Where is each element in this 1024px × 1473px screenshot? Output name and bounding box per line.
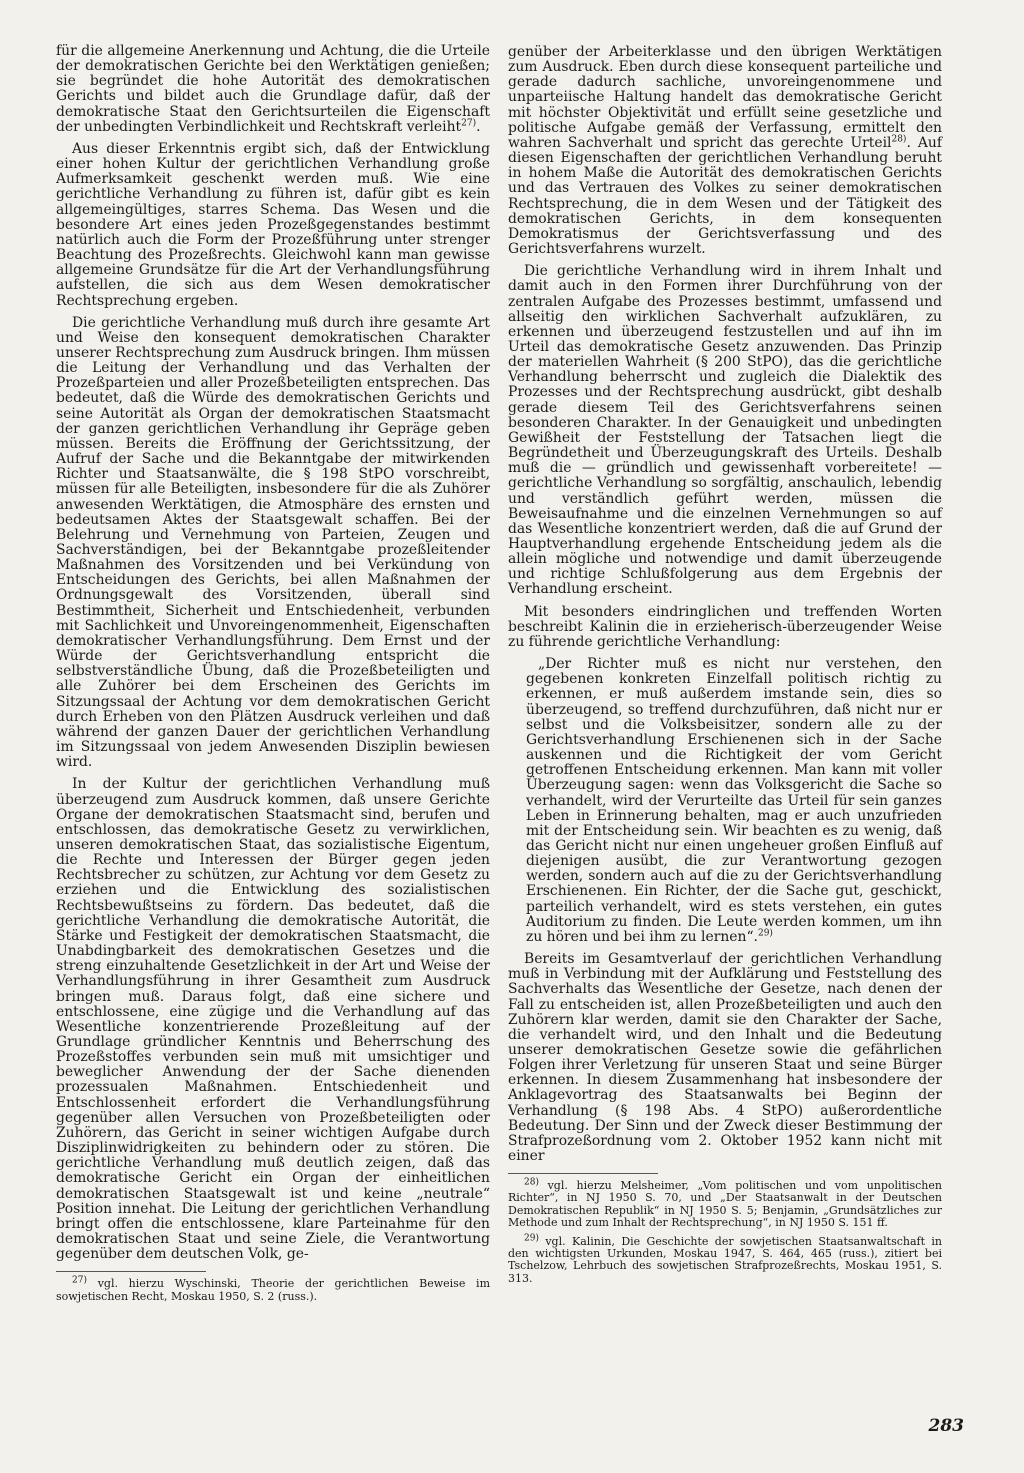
left-column — [56, 44, 490, 1310]
footnote-text: vgl. hierzu Melsheimer, „Vom politischen und vom unpolitischen Richter“, in NJ 1950 S. 70, und „Der Staatsanwalt in der Deutschen Demokratischen Republik“ in NJ 1950 S. 5; Benjamin, „Grundsätzliches zur Methode und zum Inhalt der Rechtsprechung“, in NJ 1950 S. 151 ff. — [508, 1179, 942, 1229]
footnote-ref[interactable]: 27) — [461, 118, 477, 129]
footnote-text: vgl. hierzu Wyschinski, Theorie der gerichtlichen Beweise im sowjetischen Recht, Moskau 1950, S. 2 (russ.). — [56, 1277, 490, 1303]
paragraph: Die gerichtliche Verhandlung muß durch ihre gesamte Art und Weise den konsequent demokratischen Charakter unserer Rechtsprechung zum Ausdruck bringen. Ihm müssen die Leitung der Verhandlung und das Verhalten der Prozeßparteien und aller Prozeßbeteiligten entsprechen. Das bedeutet, daß die Würde des demokratischen Gerichts und seine Autorität als Organ der demokratischen Staatsmacht der ganzen gerichtlichen Verhandlung ihr Gepräge geben müssen. Bereits die Eröffnung der Gerichtssitzung, der Aufruf der Sache und die Bekanntgabe der mitwirkenden Richter und Staatsanwälte, die § 198 StPO vorschreibt, müssen für alle Beteiligten, insbesondere für die als Zuhörer anwesenden Werktätigen, die Atmosphäre des ernsten und bedeutsamen Aktes der Staatsgewalt schaffen. Bei der Belehrung und Vernehmung von Parteien, Zeugen und Sachverständigen, bei der Bekanntgabe prozeßleitender Maßnahmen des Vorsitzenden und bei Verkündung von Entscheidungen des Gerichts, bei allen Maßnahmen der Ordnungsgewalt des Vorsitzenden, überall sind Bestimmtheit, Sicherheit und Entschiedenheit, verbunden mit Sachlichkeit und Unvoreingenommenheit, Eigenschaften demokratischer Verhandlungsführung. Dem Ernst und der Würde der Gerichtsverhandlung entspricht die selbstverständliche Übung, daß die Prozeßbeteiligten und alle Zuhörer bei dem Erscheinen des Gerichts im Sitzungssaal der Achtung vor dem demokratischen Gericht durch Erheben von den Plätzen Ausdruck verleihen und daß während der ganzen Dauer der gerichtlichen Verhandlung im Sitzungssaal von jedem Anwesenden Disziplin bewiesen wird. — [56, 314, 490, 771]
paragraph-text: . Auf diesen Eigenschaften der gerichtlichen Verhandlung beruht in hohem Maße die Autorität des demokratischen Gerichts und das Vertrauen des Volkes zu seiner demokratischen Rechtsprechung, die in dem Wesen und der Tätigkeit des demokratischen Gerichts, in dem konsequenten Demokratismus der Gerichtsverfassung und des Gerichtsverfahrens wurzelt. — [508, 134, 942, 258]
paragraph: Mit besonders eindringlichen und treffenden Worten beschreibt Kalinin die in erzieherisch-überzeugender Weise zu führende gerichtliche Verhandlung: — [508, 603, 942, 650]
paragraph: Die gerichtliche Verhandlung wird in ihrem Inhalt und damit auch in den Formen ihrer Durchführung von der zentralen Aufgabe des Prozesses bestimmt, umfassend und allseitig den wirklichen Sachverhalt aufzuklären, zu erkennen und überzeugend festzustellen und auf ihn im Urteil das demokratische Gesetz anzuwenden. Das Prinzip der materiellen Wahrheit (§ 200 StPO), das die gerichtliche Verhandlung beherrscht und zugleich die Dialektik des Prozesses und der Rechtsprechung ausdrückt, gibt deshalb gerade diesem Teil des Gerichtsverfahrens seinen besonderen Charakter. In der Genauigkeit und unbedingten Gewißheit der Feststellung der Tatsachen liegt die Begründetheit und Überzeugungskraft des Urteils. Deshalb muß die — gründlich und gewissenhaft vorbereitete! — gerichtliche Verhandlung so sorgfältig, anschaulich, lebendig und verständlich geführt werden, müssen die Beweisaufnahme und die einzelnen Vernehmungen so auf das Wesentliche konzentriert werden, daß die auf Grund der Hauptverhandlung ergehende Entscheidung jedem als die allein mögliche und notwendige und damit überzeugende und richtige Schlußfolgerung aus dem Ergebnis der Verhandlung erscheint. — [508, 263, 942, 598]
footnote-ref[interactable]: 28) — [891, 134, 907, 145]
block-quote — [526, 657, 942, 945]
footnote-text: vgl. Kalinin, Die Geschichte der sowjetischen Staatsanwaltschaft in den wichtigsten Urkunden, Moskau 1947, S. 464, 465 (russ.), zitiert bei Tschelzow, Lehrbuch des sowjetischen Strafprozeßrechts, Moskau 1951, S. 313. — [508, 1235, 942, 1285]
quote-text: „Der Richter muß es nicht nur verstehen, den gegebenen konkreten Einzelfall politisch richtig zu erkennen, er muß außerdem imstande sein, dies so überzeugend, so treffend durchzuführen, daß nicht nur er selbst und die Volksbeisitzer, sondern alle zu der Gerichtsverhandlung Erschienenen sich in der Sache auskennen und die Richtigkeit der vom Gericht getroffenen Entscheidung erkennen. Man kann mit voller Überzeugung sagen: wenn das Volksgericht die Sache so verhandelt, wird der Verurteilte das Urteil für sein ganzes Leben in Erinnerung behalten, mag er auch unzufrieden mit der Entscheidung sein. Wir beachten es zu wenig, daß das Gericht nicht nur einen ungeheuer großen Einfluß auf diejenigen ausübt, die zur Verantwortung gezogen werden, sondern auch auf die zu der Gerichtsverhandlung Erschienenen. Ein Richter, der die Sache gut, geschickt, parteilich verhandelt, wird es stets verstehen, ein gutes Auditorium zu finden. Die Leute werden kommen, um ihn zu hören und bei ihm zu lernen“. — [526, 656, 942, 945]
footnote-28 — [508, 1177, 942, 1229]
paragraph: Bereits im Gesamtverlauf der gerichtlichen Verhandlung muß in Verbindung mit der Aufklärung und Feststellung des Sachverhalts das Wesentliche der Gesetze, nach denen der Fall zu entscheiden ist, allen Prozeßbeteiligten und auch den Zuhörern klar werden, damit sie den Charakter der Sache, die verhandelt wird, und den Inhalt und die Bedeutung unserer demokratischen Gesetze sowie die gefährlichen Folgen ihrer Verletzung für unseren Staat und seine Bürger erkennen. In diesem Zusammenhang hat insbesondere der Anklagevortrag des Staatsanwalts bei Beginn der Verhandlung (§ 198 Abs. 4 StPO) außerordentliche Bedeutung. Der Sinn und der Zweck dieser Bestimmung der Strafprozeßordnung vom 2. Oktober 1952 kann nicht mit einer — [508, 951, 942, 1165]
paragraph-text: für die allgemeine Anerkennung und Achtung, die die Urteile der demokratischen Gerichte bei den Werktätigen genießen; sie begründet die hohe Autorität des demokratischen Gerichts und bildet auch die Grundlage dafür, daß der demokratische Staat den Gerichtsurteilen die Eigenschaft der unbedingten Verbindlichkeit und Rechtskraft verleiht — [56, 43, 490, 135]
paragraph — [56, 44, 490, 135]
footnote-divider — [56, 1271, 206, 1272]
right-column — [508, 45, 942, 1292]
footnote-number: 27) — [72, 1275, 87, 1286]
paragraph-text: genüber der Arbeiterklasse und den übrigen Werktätigen zum Ausdruck. Eben durch diese konsequent parteiliche und gerade dadurch sachliche, unvoreingenommene und unparteiische Haltung handelt das demokratische Gericht mit höchster Objektivität und erfüllt seine gesetzliche und politische Aufgabe gemäß der Verfassung, ermittelt den wahren Sachverhalt und spricht das gerechte Urteil — [508, 44, 942, 151]
page-number: 283 — [928, 1416, 964, 1436]
paragraph-text: . — [476, 118, 481, 135]
footnote-29 — [508, 1233, 942, 1285]
footnote-number: 28) — [524, 1177, 539, 1188]
footnote-27 — [56, 1275, 490, 1303]
paragraph: In der Kultur der gerichtlichen Verhandlung muß überzeugend zum Ausdruck kommen, daß unsere Gerichte Organe der demokratischen Staatsmacht sind, berufen und entschlossen, das demokratische Gesetz zu verwirklichen, unseren demokratischen Staat, das sozialistische Eigentum, die Rechte und Interessen der Bürger gegen jeden Rechtsbrecher zu schützen, zur Achtung vor dem Gesetz zu erziehen und die Entwicklung des sozialistischen Rechtsbewußtseins zu fördern. Das bedeutet, daß die gerichtliche Verhandlung die demokratische Autorität, die Stärke und Festigkeit der demokratischen Staatsmacht, die Unabdingbarkeit des demokratischen Gesetzes und die streng einzuhaltende Gesetzlichkeit in der Art und Weise der Verhandlungsführung in ihrer Gesamtheit zum Ausdruck bringen muß. Daraus folgt, daß eine sichere und entschlossene, eine zügige und die Verhandlung auf das Wesentliche konzentrierende Prozeßleitung auf der Grundlage gründlicher Kenntnis und Beherrschung des Prozeßstoffes verbunden sein muß mit umsichtiger und beweglicher Anwendung der der Sache dienenden prozessualen Maßnahmen. Entschiedenheit und Entschlossenheit erfordert die Verhandlungsführung gegenüber allen Versuchen von Prozeßbeteiligten oder Zuhörern, das Gericht in seiner wichtigen Aufgabe durch Disziplinwidrigkeiten zu behindern oder zu stören. Die gerichtliche Verhandlung muß deutlich zeigen, daß das demokratische Gericht ein Organ der einheitlichen demokratischen Staatsgewalt ist und keine „neutrale“ Position innehat. Die Leitung der gerichtlichen Verhandlung bringt offen die entschlossene, klare Parteinahme für den demokratischen Staat und seine Ziele, die Verantwortung gegenüber dem deutschen Volk, ge- — [56, 776, 490, 1263]
paragraph: Aus dieser Erkenntnis ergibt sich, daß der Entwicklung einer hohen Kultur der gerichtlichen Verhandlung große Aufmerksamkeit geschenkt werden muß. Wie eine gerichtliche Verhandlung zu führen ist, dafür gibt es kein allgemeingültiges, starres Schema. Das Wesen und die besondere Art eines jeden Prozeßgegenstandes bestimmt natürlich auch die Form der Prozeßführung unter strenger Beachtung des Prozeßrechts. Gleichwohl kann man gewisse allgemeine Grundsätze für die Art der Verhandlungsführung aufstellen, die sich aus dem Wesen demokratischer Rechtsprechung ergeben. — [56, 140, 490, 309]
paragraph — [508, 45, 942, 257]
footnote-ref[interactable]: 29) — [757, 928, 773, 939]
footnote-divider — [508, 1173, 658, 1174]
footnote-number: 29) — [524, 1233, 539, 1244]
